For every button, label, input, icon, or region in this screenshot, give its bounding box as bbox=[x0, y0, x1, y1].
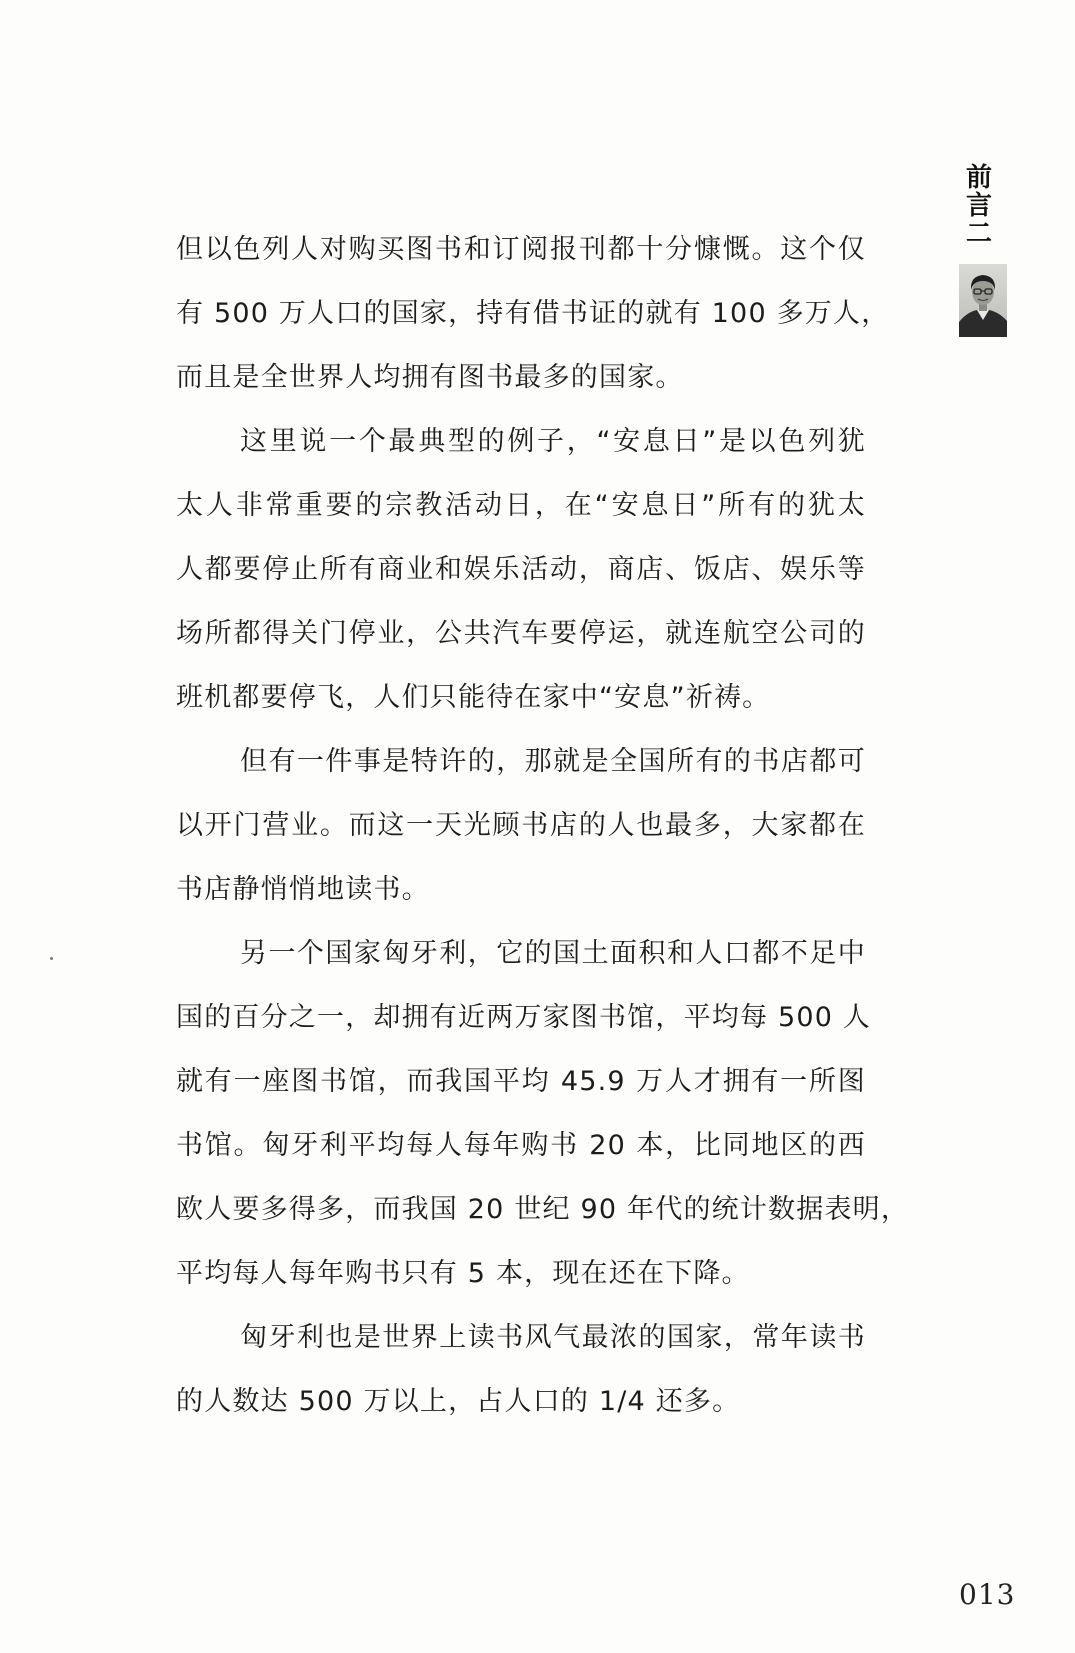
text-line: 欧人要多得多，而我国 20 世纪 90 年代的统计数据表明， bbox=[176, 1194, 910, 1225]
text-line: 书馆。匈牙利平均每人每年购书 20 本，比同地区的西 bbox=[176, 1130, 866, 1161]
text-line: 有 500 万人口的国家，持有借书证的就有 100 多万人， bbox=[176, 298, 890, 329]
chapter-heading-char: 言 bbox=[965, 191, 992, 221]
chapter-heading-char: 前 bbox=[965, 163, 992, 193]
text-line: 就有一座图书馆，而我国平均 45.9 万人才拥有一所图 bbox=[176, 1066, 866, 1097]
text-line: 而且是全世界人均拥有图书最多的国家。 bbox=[176, 362, 684, 393]
text-line: 太人非常重要的宗教活动日，在“安息日”所有的犹太 bbox=[176, 490, 866, 521]
text-line: 的人数达 500 万以上，占人口的 1/4 还多。 bbox=[176, 1386, 741, 1417]
scan-speck bbox=[50, 957, 53, 960]
chapter-heading-char: 二 bbox=[965, 219, 992, 249]
text-line: 人都要停止所有商业和娱乐活动，商店、饭店、娱乐等 bbox=[176, 554, 866, 585]
text-line: 场所都得关门停业，公共汽车要停运，就连航空公司的 bbox=[176, 618, 866, 649]
page-number: 013 bbox=[959, 1578, 1016, 1611]
text-line: 这里说一个最典型的例子，“安息日”是以色列犹 bbox=[240, 426, 866, 457]
author-portrait-image bbox=[959, 264, 1007, 337]
text-line: 但以色列人对购买图书和订阅报刊都十分慷慨。这个仅 bbox=[176, 234, 866, 265]
chapter-side-heading bbox=[963, 164, 995, 248]
text-line: 班机都要停飞，人们只能待在家中“安息”祈祷。 bbox=[176, 682, 771, 713]
text-line: 但有一件事是特许的，那就是全国所有的书店都可 bbox=[240, 746, 866, 777]
text-line: 国的百分之一，却拥有近两万家图书馆，平均每 500 人 bbox=[176, 1002, 872, 1033]
text-line: 另一个国家匈牙利，它的国土面积和人口都不足中 bbox=[240, 938, 866, 969]
text-line: 以开门营业。而这一天光顾书店的人也最多，大家都在 bbox=[176, 810, 866, 841]
text-line: 书店静悄悄地读书。 bbox=[176, 874, 430, 905]
text-line: 平均每人每年购书只有 5 本，现在还在下降。 bbox=[176, 1258, 750, 1289]
text-line: 匈牙利也是世界上读书风气最浓的国家，常年读书 bbox=[240, 1322, 866, 1353]
